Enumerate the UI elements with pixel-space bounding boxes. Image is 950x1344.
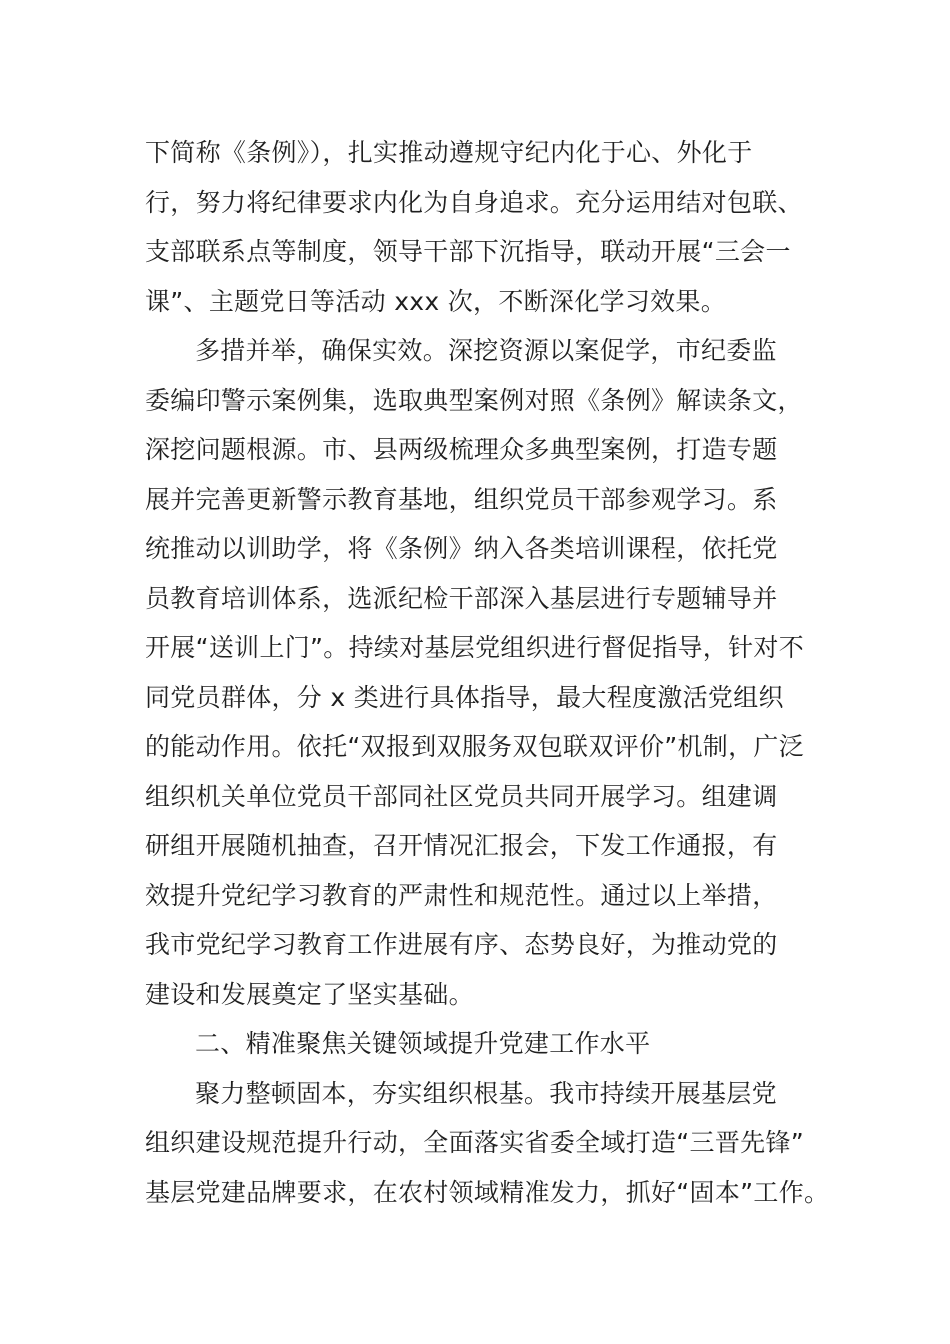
text-line: 支部联系点等制度，领导干部下沉指导，联动开展“三会一 <box>145 237 791 266</box>
text-line: 研组开展随机抽查，召开情况汇报会，下发工作通报，有 <box>145 831 778 860</box>
text-line: 统推动以训助学，将《条例》纳入各类培训课程，依托党 <box>145 534 778 563</box>
text-line: 行，努力将纪律要求内化为自身追求。充分运用结对包联、 <box>145 187 803 217</box>
text-line: 下简称《条例》），扎实推动遵规守纪内化于心、外化于 <box>145 138 753 167</box>
text-line: 基层党建品牌要求，在农村领域精准发力，抓好“固本”工作。 <box>145 1177 830 1207</box>
text-line: 效提升党纪学习教育的严肃性和规范性。通过以上举措， <box>145 880 778 910</box>
text-line: 深挖问题根源。市、县两级梳理众多典型案例，打造专题 <box>145 435 778 464</box>
text-line: 员教育培训体系，选派纪检干部深入基层进行专题辅导并 <box>145 583 778 613</box>
section-heading: 二、精准聚焦关键领域提升党建工作水平 <box>195 1029 651 1058</box>
text-line: 组织机关单位党员干部同社区党员共同开展学习。组建调 <box>145 781 778 811</box>
text-line: 的能动作用。依托“双报到双服务双包联双评价”机制，广泛 <box>145 732 805 761</box>
text-line: 委编印警示案例集，选取典型案例对照《条例》解读条文， <box>145 385 803 415</box>
text-line: 同党员群体，分 x 类进行具体指导，最大程度激活党组织 <box>145 682 784 712</box>
text-line: 展并完善更新警示教育基地，组织党员干部参观学习。系 <box>145 484 778 514</box>
document-body <box>145 128 830 1217</box>
text-line: 我市党纪学习教育工作进展有序、态势良好，为推动党的 <box>145 930 778 959</box>
paragraph-start-line: 多措并举，确保实效。深挖资源以案促学，市纪委监 <box>195 336 777 365</box>
text-line: 课”、主题党日等活动 xxx 次，不断深化学习效果。 <box>145 286 727 316</box>
text-line: 建设和发展奠定了坚实基础。 <box>145 979 474 1009</box>
text-line: 开展“送训上门”。持续对基层党组织进行督促指导，针对不 <box>145 633 805 662</box>
text-line: 组织建设规范提升行动，全面落实省委全域打造“三晋先锋” <box>145 1128 805 1157</box>
paragraph-start-line: 聚力整顿固本，夯实组织根基。我市持续开展基层党 <box>195 1078 777 1108</box>
